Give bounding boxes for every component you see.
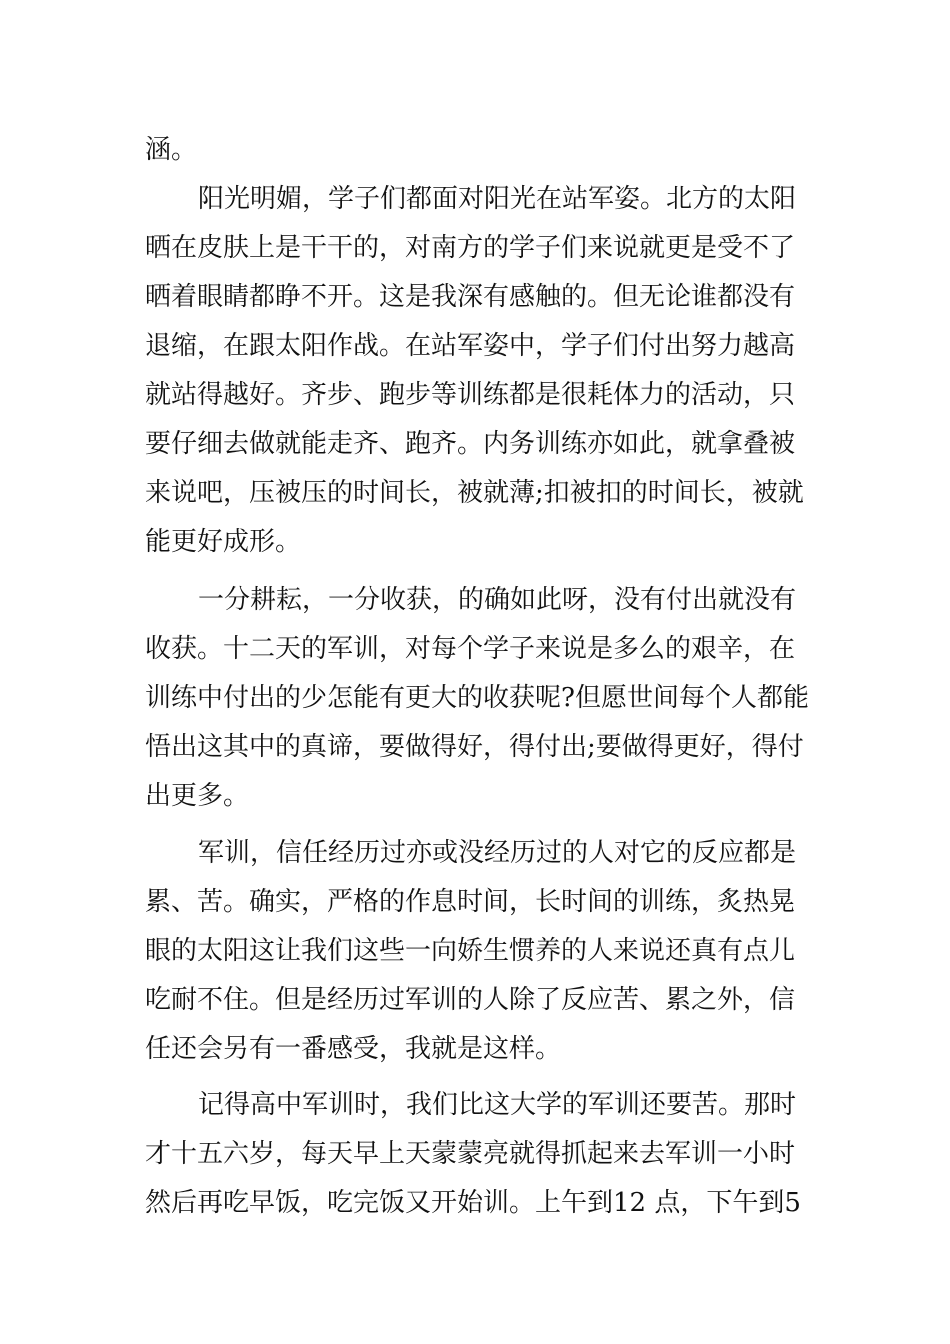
text-line: 来说吧，压被压的时间长，被就薄;扣被扣的时间长，被就 — [145, 478, 804, 508]
paragraph-first-line: 军训，信任经历过亦或没经历过的人对它的反应都是 — [198, 838, 797, 868]
text-line: 出更多。 — [145, 781, 250, 811]
paragraph-first-line: 一分耕耘，一分收获，的确如此呀，没有付出就没有 — [198, 585, 797, 615]
paragraph-first-line: 阳光明媚，学子们都面对阳光在站军姿。北方的太阳 — [198, 184, 797, 214]
text-line: 然后再吃早饭，吃完饭又开始训。上午到12 点，下午到5 — [145, 1188, 801, 1218]
text-line: 眼的太阳这让我们这些一向娇生惯养的人来说还真有点儿 — [145, 936, 796, 966]
text-line: 能更好成形。 — [145, 527, 302, 557]
paragraph-first-line: 记得高中军训时，我们比这大学的军训还要苦。那时 — [198, 1090, 797, 1120]
text-line: 涵。 — [145, 135, 198, 165]
text-line: 任还会另有一番感受，我就是这样。 — [145, 1034, 562, 1064]
text-line: 收获。十二天的军训，对每个学子来说是多么的艰辛，在 — [145, 634, 796, 664]
text-line: 就站得越好。齐步、跑步等训练都是很耗体力的活动，只 — [145, 380, 796, 410]
text-line: 悟出这其中的真谛，要做得好，得付出;要做得更好，得付 — [145, 732, 804, 762]
text-line: 吃耐不住。但是经历过军训的人除了反应苦、累之外，信 — [145, 985, 796, 1015]
text-line: 要仔细去做就能走齐、跑齐。内务训练亦如此，就拿叠被 — [145, 429, 796, 459]
text-line: 才十五六岁，每天早上天蒙蒙亮就得抓起来去军训一小时 — [145, 1139, 796, 1169]
text-line: 训练中付出的少怎能有更大的收获呢?但愿世间每个人都能 — [145, 683, 809, 713]
text-line: 晒着眼睛都睁不开。这是我深有感触的。但无论谁都没有 — [145, 282, 796, 312]
text-line: 退缩，在跟太阳作战。在站军姿中，学子们付出努力越高 — [145, 331, 796, 361]
text-line: 晒在皮肤上是干干的，对南方的学子们来说就更是受不了 — [145, 233, 796, 263]
text-line: 累、苦。确实，严格的作息时间，长时间的训练，炙热晃 — [145, 887, 796, 917]
